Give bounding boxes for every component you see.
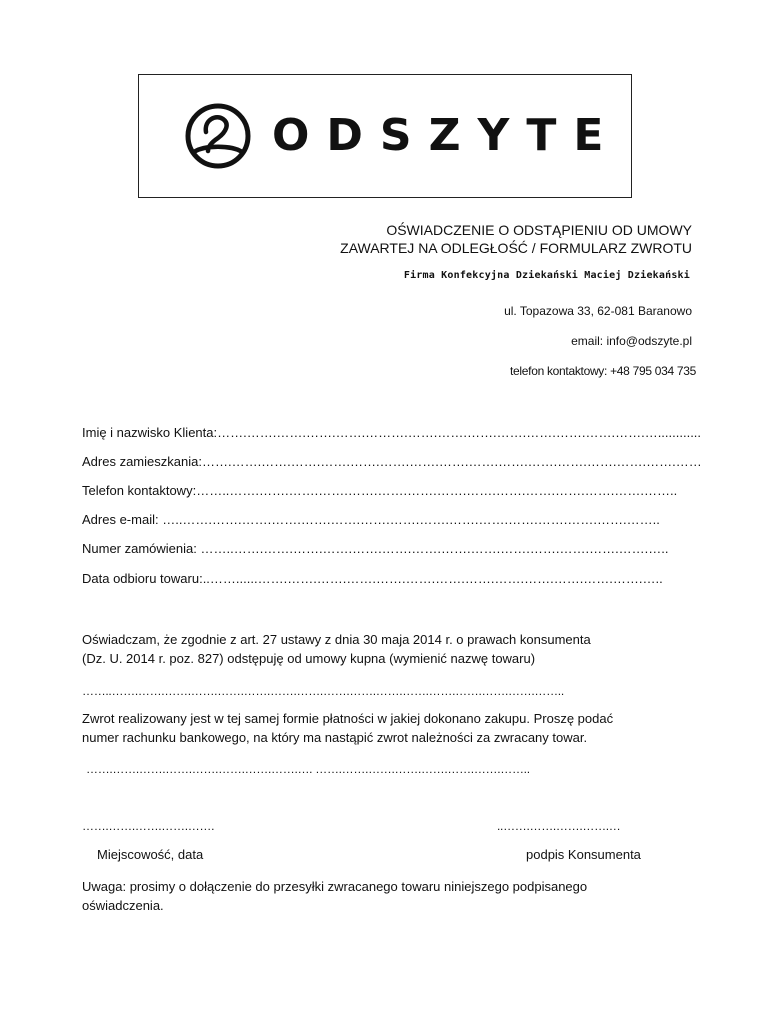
company-email: email: info@odszyte.pl <box>571 334 692 348</box>
fill-line: ……..…….…….…….…….…….…….…….…….…….…….…….…….…….…….…….. <box>196 483 678 498</box>
field-label: Telefon kontaktowy: <box>82 483 197 498</box>
fill-line: ..……......…….…….…….…….…….…….…….…….…….…….…….…….…….….. <box>202 571 663 586</box>
field-phone <box>82 483 677 498</box>
fill-line: …….…….…….…….…….……….…….…….…….…….…….…….…….…….…............ <box>217 425 702 440</box>
fill-line: …….…….…….…….…….…….…….…….…….…….…….…….…….…….…….…….…… <box>201 454 702 469</box>
field-address <box>82 454 702 469</box>
statement-text <box>82 630 682 668</box>
signature-fill-line: ..…….…….…….…….… <box>497 819 621 833</box>
field-label: Data odbioru towaru: <box>82 571 203 586</box>
field-label: Adres e-mail: <box>82 512 163 527</box>
odszyte-logo-icon <box>178 102 258 170</box>
note-line-1: Uwaga: prosimy o dołączenie do przesyłki zwracanego towaru niniejszego podpisanego <box>82 879 588 894</box>
note-text <box>82 877 682 915</box>
field-label: Imię i nazwisko Klienta: <box>82 425 218 440</box>
field-label: Numer zamówienia: <box>82 541 201 556</box>
statement-line-1: Oświadczam, że zgodnie z art. 27 ustawy z dnia 30 maja 2014 r. o prawach konsumenta <box>82 632 591 647</box>
field-label: Adres zamieszkania: <box>82 454 202 469</box>
form-title-line-1: OŚWIADCZENIE O ODSTĄPIENIU OD UMOWY <box>386 222 692 238</box>
company-address: ul. Topazowa 33, 62-081 Baranowo <box>504 304 692 318</box>
refund-text <box>82 709 682 747</box>
note-line-2: oświadczenia. <box>82 898 164 913</box>
place-date-fill-line: …….…….…….…….……. <box>82 819 215 833</box>
refund-line-1: Zwrot realizowany jest w tej samej formie płatności w jakiej dokonano zakupu. Proszę podać <box>82 711 614 726</box>
field-receipt-date <box>82 571 663 586</box>
company-phone: telefon kontaktowy: +48 795 034 735 <box>510 364 696 378</box>
product-name-fill-line: ……..…….…….…….…….…….…….…….…….…….…….…….…….…….…….…….…….…….. <box>82 684 564 698</box>
fill-line: …..…….…….…….…….…….…….…….…….…….…….…….…….…….…….…….…….. <box>162 512 660 527</box>
statement-line-2: (Dz. U. 2014 r. poz. 827) odstępuję od umowy kupna (wymienić nazwę towaru) <box>82 651 536 666</box>
field-full-name <box>82 425 701 440</box>
field-email <box>82 512 660 527</box>
logo-wordmark: ODSZYTE <box>272 110 621 161</box>
fill-line: ……..…….…….…….…….…….…….…….…….…….…….…….…….…….…….….. <box>200 541 669 556</box>
signature-label: podpis Konsumenta <box>526 847 641 862</box>
refund-line-2: numer rachunku bankowego, na który ma nastąpić zwrot należności za zwracany towar. <box>82 730 588 745</box>
place-date-label: Miejscowość, data <box>97 847 204 862</box>
field-order-number <box>82 541 669 556</box>
company-name: Firma Konfekcyjna Dziekański Maciej Dziekański <box>403 270 690 281</box>
form-title-line-2: ZAWARTEJ NA ODLEGŁOŚĆ / FORMULARZ ZWROTU <box>340 240 692 256</box>
bank-account-fill-line: …….…….…….…….…….…….…….…….…. …….…….…….…….…….…….…….…….. <box>86 762 530 776</box>
